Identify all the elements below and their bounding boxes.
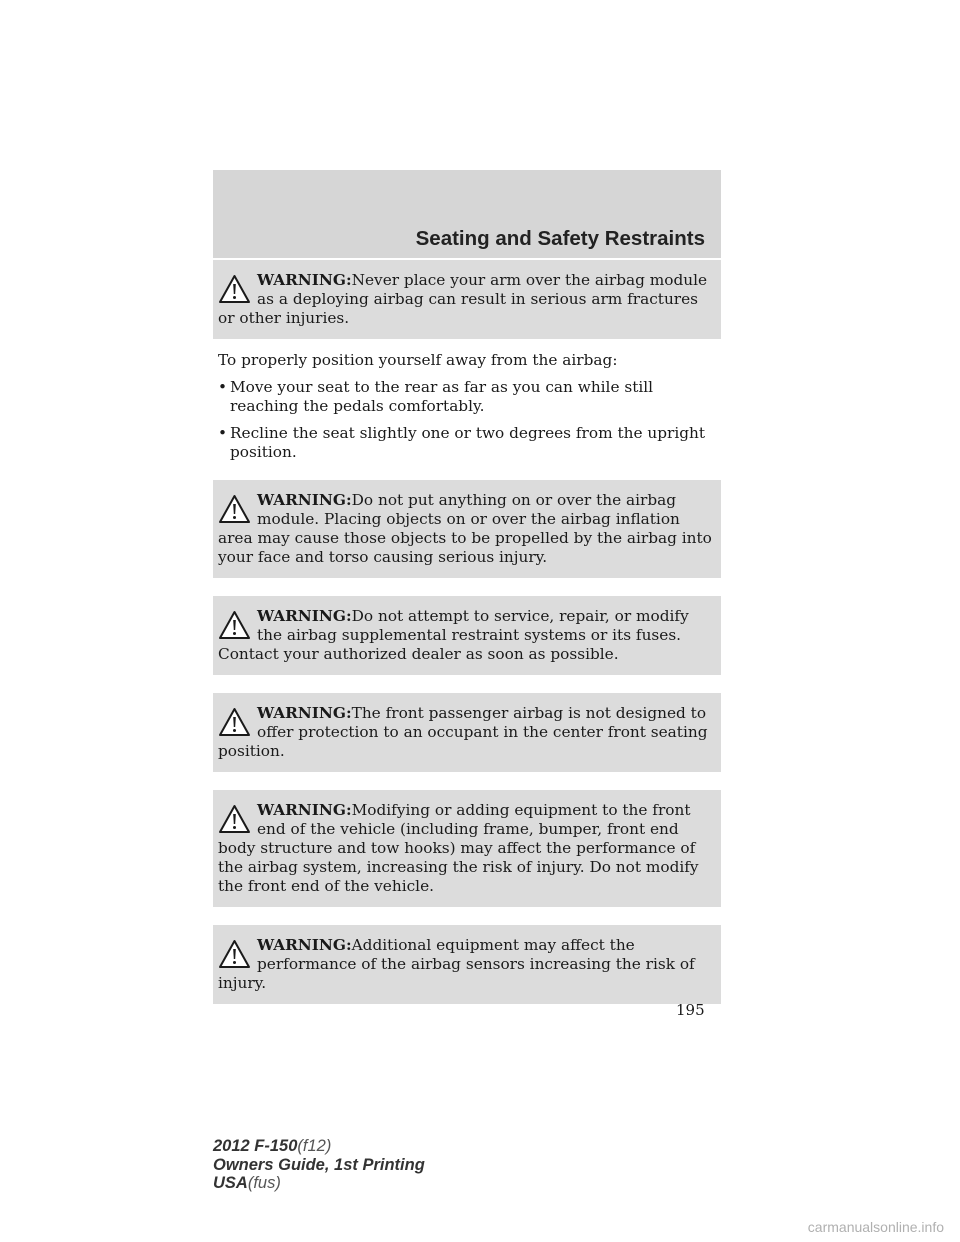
warning-label: WARNING: (257, 607, 352, 625)
intro-paragraph: To properly position yourself away from the airbag: (218, 351, 618, 369)
warning-box (213, 790, 721, 907)
warning-box (213, 480, 721, 578)
warning-label: WARNING: (257, 271, 352, 289)
warning-triangle-icon (218, 494, 251, 524)
footer-guide: Owners Guide, 1st Printing (213, 1155, 425, 1174)
warning-label: WARNING: (257, 704, 352, 722)
warning-box (213, 260, 721, 339)
bullet-item: • Move your seat to the rear as far as you can while still reaching the pedals comfortably. (218, 378, 654, 415)
section-header (213, 170, 721, 258)
warning-box (213, 925, 721, 1004)
warning-text: Additional equipment may affect the performance of the airbag sensors increasing the risk of injury. (218, 936, 695, 992)
warning-label: WARNING: (257, 936, 352, 954)
warning-text: Do not put anything on or over the airbag module. Placing objects on or over the airbag inflation area may cause those objects to be propelled by the airbag into your face and torso causing serious injury. (218, 491, 712, 566)
warning-text: Do not attempt to service, repair, or modify the airbag supplemental restraint systems or its fuses. Contact your authorized dealer as soon as possible. (218, 607, 689, 663)
warning-label: WARNING: (257, 491, 352, 509)
warning-triangle-icon (218, 939, 251, 969)
warning-triangle-icon (218, 274, 251, 304)
warning-box (213, 596, 721, 675)
footer-model: 2012 F-150 (213, 1137, 298, 1155)
footer-model-code: (f12) (297, 1137, 332, 1155)
footer-region-code: (fus) (247, 1174, 281, 1192)
warning-text: Never place your arm over the airbag module as a deploying airbag can result in serious arm fractures or other injuries. (218, 271, 708, 327)
page-content (213, 260, 721, 1004)
warning-text: Modifying or adding equipment to the front end of the vehicle (including frame, bumper, front end body structure and tow hooks) may affect the performance of the airbag system, increasing the risk of injury. Do not modify the front end of the vehicle. (218, 801, 699, 895)
watermark: carmanualsonline.info (807, 1219, 944, 1235)
warning-triangle-icon (218, 610, 251, 640)
bullet-text: Move your seat to the rear as far as you can while still reaching the pedals comfortably. (230, 378, 654, 415)
bullet-text: Recline the seat slightly one or two degrees from the upright position. (230, 424, 706, 461)
section-title: Seating and Safety Restraints (415, 227, 705, 250)
page-number: 195 (676, 1001, 705, 1019)
warning-label: WARNING: (257, 801, 352, 819)
bullet-item: • Recline the seat slightly one or two degrees from the upright position. (218, 424, 706, 461)
warning-triangle-icon (218, 707, 251, 737)
warning-text: The front passenger airbag is not designed to offer protection to an occupant in the center front seating position. (218, 704, 708, 760)
print-footer (213, 1137, 425, 1193)
warning-box (213, 693, 721, 772)
footer-region: USA (213, 1174, 248, 1192)
warning-triangle-icon (218, 804, 251, 834)
